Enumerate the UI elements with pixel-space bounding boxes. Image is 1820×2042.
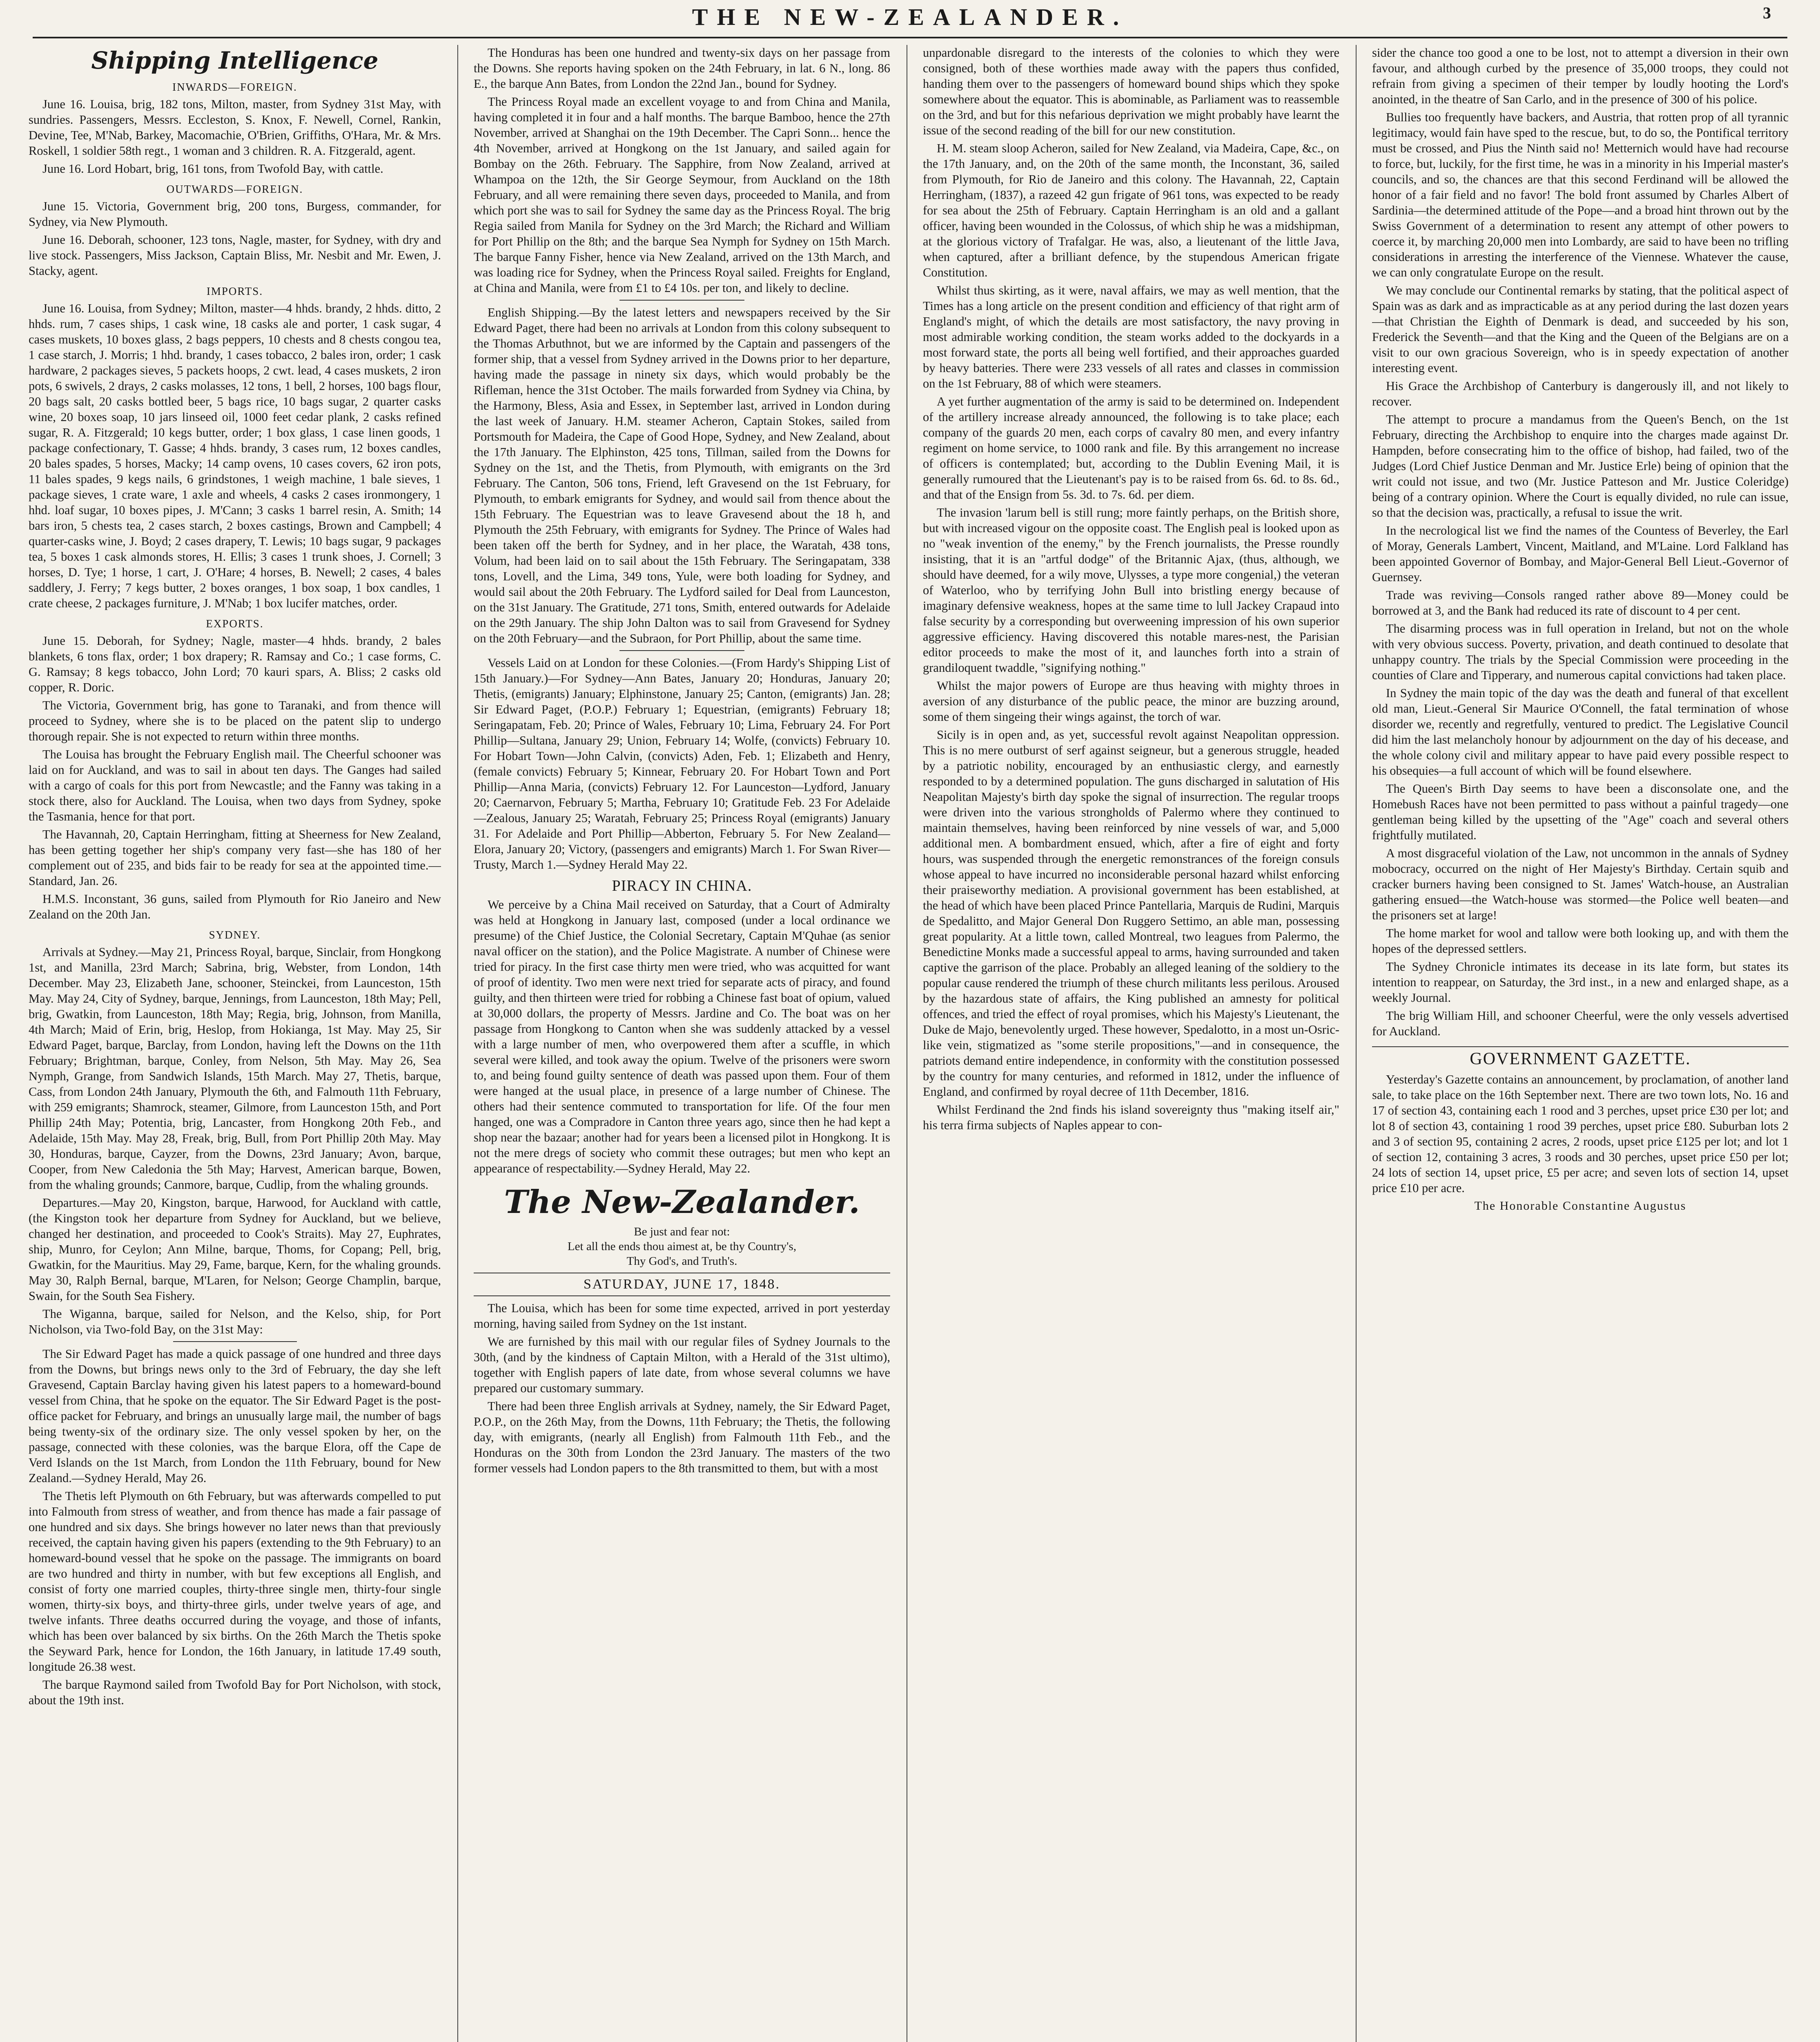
paragraph: The Louisa has brought the February English mail. The Cheerful schooner was laid on for Auckland, and was to sail in about ten days. The Ganges had sailed with a cargo of coals for this port from Newcastle; and the Fanny was taking in a stock there, also for Auckland. The Louisa, when two days from Sydney, spoke the Tasmania, hence for that port. — [29, 747, 441, 823]
paragraph: Whilst thus skirting, as it were, naval affairs, we may as well mention, that the Times has a long article on the present condition and efficiency of that right arm of England's might, of which the details are most satisfactory, the navy proving in most admirable working condition, the steam works added to the dockyards in a most forward state, the ports all being well fortified, and their approaches guarded by heavy batteries. There were 233 vessels of all rates and classes in commission on the 1st February, 88 of which were steamers. — [923, 283, 1339, 390]
paragraph: The home market for wool and tallow were both looking up, and with them the hopes of the depressed settlers. — [1372, 926, 1789, 956]
masthead-rule — [33, 37, 1787, 38]
motto-line: Let all the ends thou aimest at, be thy Country's, — [567, 1240, 797, 1253]
motto-line: Thy God's, and Truth's. — [626, 1255, 737, 1268]
piracy-heading: PIRACY IN CHINA. — [612, 877, 752, 894]
motto-line: Be just and fear not: — [634, 1225, 730, 1238]
paragraph: H. M. steam sloop Acheron, sailed for New Zealand, via Madeira, Cape, &c., on the 17th January, and, on the 20th of the same month, the Inconstant, 36, sailed from Plymouth, for Rio de Janeiro and this colony. The Havannah, 22, Captain Herringham, (1837), a razeed 42 gun frigate of 961 tons, was expected to be ready for sea about the 25th of February. Captain Herringham is an old and a gallant officer, having been wounded in the Colossus, of which ship he was a midshipman, at the glorious victory of Trafalgar. He was, also, a lieutenant of the little Java, when captured, after a brilliant defence, by the stupendous American frigate Constitution. — [923, 141, 1339, 279]
paragraph: The attempt to procure a mandamus from the Queen's Bench, on the 1st February, directing the Archbishop to enquire into the charges made against Dr. Hampden, before consecrating him to the office of bishop, had failed, two of the Judges (Lord Chief Justice Denman and Mr. Justice Erle) being of opinion that the writ could not issue, and two (Mr. Justice Patteson and Mr. Justice Coleridge) being of a contrary opinion. Where the Court is equally divided, no rule can issue, so that the decision was, practically, a refusal to issue the writ. — [1372, 412, 1789, 519]
paragraph: sider the chance too good a one to be lost, not to attempt a diversion in their own favour, and although curbed by the presence of 35,000 troops, they could not refrain from giving a specimen of their temper by loudly hooting the Lord's anointed, in the theatre of San Carlo, and in the presence of 300 of his police. — [1372, 46, 1789, 106]
outwards-entry: June 16. Deborah, schooner, 123 tons, Nagle, master, for Sydney, with dry and live stock. Passengers, Miss Jackson, Captain Bliss, Mr. Nesbit and Mr. Ewen, J. Stacky, agent. — [29, 233, 441, 278]
paragraph: Whilst the major powers of Europe are thus heaving with mighty throes in aversion of any disturbance of the public peace, the minor are buzzing around, some of them singeing their wings against, the torch of war. — [923, 679, 1339, 724]
divider — [619, 650, 744, 651]
paragraph: The Queen's Birth Day seems to have been a disconsolate one, and the Homebush Races have not been permitted to pass without a painful tragedy—one gentleman being killed by the upsetting of the "Age" coach and several others frightfully mutilated. — [1372, 782, 1789, 842]
outwards-entry: June 15. Victoria, Government brig, 200 tons, Burgess, commander, for Sydney, via New Plymouth. — [29, 199, 441, 229]
paragraph: The Thetis left Plymouth on 6th February, but was afterwards compelled to put into Falmouth from stress of weather, and from thence has made a fair passage of one hundred and six days. She brings however no later news than that previously received, the captain having given his papers (extending to the 9th February) to an homeward-bound vessel that he spoke on the passage. The immigrants on board are two hundred and thirty in number, with but few exceptions all English, and consist of forty one married couples, thirty-three single men, thirty-four single women, thirty-six boys, and thirty-three girls, under twelve years of age, and twelve infants. Three deaths occurred during the voyage, and those of infants, which has been over balanced by six births. On the 26th March the Thetis spoke the Seyward Park, hence for London, the 16th January, in latitude 17.49 south, longitude 26.38 west. — [29, 1489, 441, 1674]
column-3 — [923, 45, 1339, 2042]
imports-heading: IMPORTS. — [206, 285, 263, 297]
masthead — [33, 3, 1787, 32]
column-4 — [1372, 45, 1789, 2042]
editorial-paragraph: The Louisa, which has been for some time expected, arrived in port yesterday morning, having sailed from Sydney on the 1st instant. — [474, 1301, 890, 1331]
paragraph: The barque Raymond sailed from Twofold Bay for Port Nicholson, with stock, about the 19th inst. — [29, 1678, 441, 1707]
inwards-entry: June 16. Louisa, brig, 182 tons, Milton, master, from Sydney 31st May, with sundries. Passengers, Messrs. Eccleston, S. Knox, F. Newell, Cornel, Rankin, Devine, Tee, M'Nab, Barkey, Macomachie, O'Brien, Griffiths, O'Hara, Mr. & Mrs. Roskell, 1 soldier 58th regt., 1 woman and 3 children. R. A. Fitzgerald, agent. — [29, 97, 441, 158]
continued-line: The Honorable Constantine Augustus — [1474, 1199, 1686, 1213]
paragraph: Sicily is in open and, as yet, successful revolt against Neapolitan oppression. This is no mere outburst of serf against seigneur, but a generous struggle, headed by a patriotic nobility, encouraged by an enthusiastic clergy, and earnestly responded to by a determined population. The guns discharged in salutation of His Neapolitan Majesty's birth day spoke the signal of insurrection. The regular troops were driven into the various strongholds of Palermo where they continued to maintain themselves, having been reinforced by nine vessels of war, and 5,000 additional men. A bombardment ensued, which, after a fire of eight and forty hours, was suspended through the energetic remonstrances of the foreign consuls whose appeal to have incurred no inconsiderable personal hazard whilst enforcing their praiseworthy mediation. A provisional government has been established, at the head of which have been placed Prince Pantellaria, Marquis de Rudini, Marquis de Spedalitto, and Major General Don Ruggero Settimo, an able man, possessing great popularity. At a little town, called Montreal, two leagues from Palermo, the Benedictine Monks made a successful appeal to arms, having surrounded and taken captive the garrison of the place. Probably an alleged leaning of the soldiery to the popular cause rendered the triumph of these church militants less perilous. Aroused by the hazardous state of affairs, the King published an amnesty for political offences, and tried the effect of royal promises, which his Majesty's Lieutenant, the Duke de Majo, benevolently urged. These however, Spedalotto, in a most un-Osric-like vein, stigmatized as "some sterile propositions,"—and in consequence, the patriots demand entire independence, in conformity with the constitution possessed by the country for many centuries, and reformed in 1812, under the influence of England, and confirmed by royal decree of 11th December, 1816. — [923, 728, 1339, 1099]
paragraph: The invasion 'larum bell is still rung; more faintly perhaps, on the British shore, but with increased vigour on the opposite coast. The English peal is looked upon as no "weak invention of the enemy," by the French journalists, the Presse roundly insisting, that it is an "artful dodge" of the Britannic Ajax, (thus, although, we should have deemed, for a wily move, Ulysses, a type more congenial,) the veteran of Waterloo, who by terrifying John Bull into bristling energy because of imaginary defensive weakness, hopes at the same time to lull Jackey Crapaud into false security by a corresponding but overweening impression of his own superior aggressive efficiency. Having discovered this notable mares-nest, the Parisian editor proceeds to make the most of it, and launches forth into a strain of grandiloquent twaddle, "signifying nothing." — [923, 506, 1339, 675]
dateline: SATURDAY, JUNE 17, 1848. — [474, 1273, 890, 1296]
gazette-text: Yesterday's Gazette contains an announcement, by proclamation, of another land sale, to take place on the 16th September next. There are two town lots, No. 16 and 17 of section 43, containing each 1 rood and 3 perches, upset price £30 per lot; and lot 8 of section 43, containing 1 rood 39 perches, upset price £80. Suburban lots 2 and 3 of section 95, containing 2 acres, 2 roods, upset price £125 per lot; and lot 1 of section 12, containing 3 acres, 3 roods and 30 perches, upset price £50 per lot; 24 lots of section 14, upset price, £5 per acre; and seven lots of section 14, upset price £10 per acre. — [1372, 1072, 1789, 1195]
column-rule — [1356, 45, 1357, 2042]
vessels-laid-on: Vessels Laid on at London for these Colonies.—(From Hardy's Shipping List of 15th January.)—For Sydney—Ann Bates, January 20; Honduras, January 20; Thetis, (emigrants) January; Elphinstone, January 25; Canton, (emigrants) Jan. 28; Sir Edward Paget, (P.O.P.) February 1; Equestrian, (emigrants) February 18; Seringapatam, Feb. 20; Prince of Wales, February 10; Lima, February 24. For Port Phillip—Sultana, January 29; Union, February 14; Wolfe, (convicts) February 10. For Hobart Town—John Calvin, (convicts) Aden, Feb. 1; Elizabeth and Henry, (female convicts) February 5; Kinnear, February 20. For Hobart Town and Port Phillip—Anna Maria, (convicts) February 12. For Launceston—Lydford, January 20; Caernarvon, February 5; Martha, February 10; Gratitude Feb. 23 For Adelaide—Zealous, January 25; Waratah, February 25; Princess Royal (emigrants) January 31. For Adelaide and Port Phillip—Abberton, February 5. For New Zealand—Elora, January 20; Victory, (passengers and emigrants) March 1. For Swan River—Trusty, March 1.—Sydney Herald May 22. — [474, 656, 890, 872]
paragraph: A most disgraceful violation of the Law, not uncommon in the annals of Sydney mobocracy, occurred on the night of Her Majesty's Birthday. Certain squib and cracker burners having been consigned to St. James' Watch-house, an Australian gathering ensued—the Watch-house was stormed—the Police well beaten—and the prisoners set at large! — [1372, 846, 1789, 922]
editorial-paragraph: We are furnished by this mail with our regular files of Sydney Journals to the 30th, (and by the kindness of Captain Milton, with a Herald of the 31st ultimo), together with English papers of late date, from whose several columns we have prepared our customary summary. — [474, 1335, 890, 1395]
piracy-article: We perceive by a China Mail received on Saturday, that a Court of Admiralty was held at Hongkong in January last, composed (under a local ordinance we presume) of the Chief Justice, the Colonial Secretary, Captain M'Quhae (as senior naval officer on the station), and the Police Magistrate. A number of Chinese were tried for piracy. In the first case thirty men were tried, who was acquitted for want of proof of identity. Two men were next tried for separate acts of piracy, and found guilty, and then thirteen were tried for robbing a Chinese fast boat of opium, valued at 30,000 dollars, the property of Messrs. Jardine and Co. The boat was on her passage from Hongkong to Canton when she was suddenly attacked by a vessel with a large number of men, who overpowered them after a scuffle, in which several were killed, and took away the opium. Twelve of the prisoners were sworn to, and being found guilty sentence of death was passed upon them. Four of them were hanged at the usual place, in presence of a large number of Chinese. The others had their sentence commuted to transportation for life. Of the four men hanged, one was a Compradore in Canton three years ago, since then he had kept a shop near the bazaar; another had for years been a licensed pilot in Hongkong. It is not the mere dregs of society who commit these outrages; but men who kept an appearance of respectability.—Sydney Herald, May 22. — [474, 898, 890, 1175]
paragraph: The Wiganna, barque, sailed for Nelson, and the Kelso, ship, for Port Nicholson, via Two-fold Bay, on the 31st May: — [29, 1307, 441, 1336]
paragraph: The Sydney Chronicle intimates its decease in its late form, but states its intention to reappear, on Saturday, the 3rd inst., in a new and enlarged shape, as a weekly Journal. — [1372, 960, 1789, 1005]
imports-text: June 16. Louisa, from Sydney; Milton, master—4 hhds. brandy, 2 hhds. ditto, 2 hhds. rum, 7 cases ships, 1 cask wine, 18 casks ale and porter, 1 cask sugar, 4 cases muskets, 10 boxes glass, 2 bags peppers, 10 chests and 8 chests congou tea, 1 case starch, J. Morris; 1 hhd. brandy, 1 cases tobacco, 2 bales iron, order; 1 cask hardware, 2 packages sieves, 5 packets hoops, 2 cwt. lead, 4 cases muskets, 2 iron pots, 6 swivels, 2 drays, 2 casks molasses, 12 tons, 1 bell, 2 horses, 100 bags flour, 20 bags salt, 20 casks bottled beer, 5 bags rice, 10 bags sugar, 2 quarter casks wine, 20 boxes soap, 10 jars linseed oil, 1000 feet cedar plank, 2 casks refined sugar, R. A. Fitzgerald; 10 kegs butter, order; 1 box glass, 1 case linen goods, 1 package confectionary, T. Gasse; 4 hhds. brandy, 3 cases rum, 12 boxes candles, 20 bales spades, 5 horses, Macky; 14 camp ovens, 10 cases covers, 62 iron pots, 11 bales spades, 9 kegs nails, 6 grindstones, 1 weigh machine, 1 bale sieves, 1 package sieves, 1 crate ware, 1 axle and wheels, 4 casks 2 cases ironmongery, 1 hhd. loaf sugar, 10 boxes pipes, J. M'Cann; 3 casks 1 barrel resin, A. Smith; 14 bars iron, 5 chests tea, 2 cases starch, 2 boxes castings, Brown and Campbell; 4 quarter-casks wine, J. Boyd; 2 cases drapery, T. Lewis; 10 bags sugar, 9 packages tea, 5 boxes 1 cask almonds stores, H. Ellis; 3 cases 1 trunk shoes, J. Cornell; 3 horses, D. Tye; 1 horse, 1 cart, J. O'Hare; 4 horses, B. Newell; 2 cases, 4 bales saddlery, J. Ferry; 7 kegs butter, 2 boxes oranges, 1 box soap, 1 box candles, 1 crate cheese, 2 packages furniture, J. M'Nab; 1 box lucifer matches, order. — [29, 301, 441, 610]
paragraph: The disarming process was in full operation in Ireland, but not on the whole with very obvious success. Poverty, privation, and death continued to desolate that unhappy country. The trials by the Special Commission were proceeding in the counties of Clare and Tipperary, and numerous capital convictions had taken place. — [1372, 622, 1789, 682]
divider — [619, 300, 744, 301]
shipping-intelligence-title: Shipping Intelligence — [91, 47, 379, 74]
paragraph: Bullies too frequently have backers, and Austria, that rotten prop of all tyrannic legitimacy, would fain have sped to the rescue, but, to do so, the Pontifical territory must be crossed, and Pius the Ninth said no! Metternich would have had recourse to force, but, luckily, for the first time, he was in a minority in his Imperial master's councils, and so, the chances are that this second Ferdinand will be allowed the honor of a fair field and no favor! The bold front assumed by Charles Albert of Sardinia—the determined attitude of the Pope—and a broad hint thrown out by the Swiss Government of a determination to resent any attempt of other powers to coerce it, by marching 20,000 men into Lombardy, are said to have been no trifling considerations in arresting the interference of the Viennese. Whatever the cause, we can only congratulate Europe on the result. — [1372, 110, 1789, 279]
paragraph: unpardonable disregard to the interests of the colonies to which they were consigned, both of these worthies made away with the papers thus confided, handing them over to the passengers of homeward bound ships which they spoke somewhere about the equator. This is abominable, as Parliament was to reassemble on the 3rd, and but for this nefarious deprivation we might probably have learnt the issue of the second reading of the bill for our new constitution. — [923, 46, 1339, 137]
paragraph: Trade was reviving—Consols ranged rather above 89—Money could be borrowed at 3, and the Bank had reduced its rate of discount to 4 per cent. — [1372, 588, 1789, 618]
paragraph: The Victoria, Government brig, has gone to Taranaki, and from thence will proceed to Sydney, where she is to be placed on the patent slip to undergo thorough repair. She is not expected to return within three months. — [29, 698, 441, 743]
paragraph: The Princess Royal made an excellent voyage to and from China and Manila, having completed it in four and a half months. The barque Bamboo, hence the 27th November, arrived at Shanghai on the 19th December. The Capri Sonn... hence the 4th November, arrived at Hongkong on the 1st January, and sailed again for Bombay on the 26th. February. The Sapphire, from Now Zealand, arrived at Whampoa on the 12th, the Sir George Seymour, from Auckland on the 18th February, and all were remaining there seven days, proceeded to Manila, and from which port she was to sail for Sydney the same day as the Princess Royal. The brig Regia sailed from Manila for Sydney on the 3rd March; the Richard and William for Port Phillip on the 8th; and the barque Sea Nymph for Sydney on 15th March. The barque Fanny Fisher, hence via New Zealand, arrived on the 13th March, and was loading rice for Sydney, when the Princess Royal sailed. Freights for England, at China and Manila, were from £1 to £4 10s. per ton, and likely to decline. — [474, 95, 890, 295]
masthead-title: THE NEW-ZEALANDER. — [692, 4, 1128, 30]
divider — [173, 1341, 297, 1342]
editorial-paragraph: There had been three English arrivals at Sydney, namely, the Sir Edward Paget, P.O.P., on the 26th May, from the Downs, 11th February; the Thetis, the following day, with emigrants, (nearly all English) from Falmouth 11th Feb., and the Honduras on the 30th from London the 23rd January. The masters of the two former vessels had London papers to the 8th transmitted to them, but with a most — [474, 1399, 890, 1475]
exports-heading: EXPORTS. — [206, 618, 264, 630]
column-rule — [457, 45, 458, 2042]
page-number: 3 — [1763, 4, 1771, 22]
newspaper-title: The New-Zealander. — [504, 1184, 860, 1221]
sydney-heading: SYDNEY. — [209, 929, 261, 941]
paragraph: A yet further augmentation of the army is said to be determined on. Independent of the artillery increase already announced, the following is to take place; each company of the guards 20 men, each corps of cavalry 80 men, and every infantry regiment on home service, to 1000 rank and file. By this arrangement no increase of officers is contemplated; but, according to the Dublin Evening Mail, it is generally rumoured that the Lieutenant's pay is to be raised from 6s. 6d. to 8s. 6d., and that of the Ensign from 5s. 3d. to 7s. 6d. per diem. — [923, 395, 1339, 502]
exports-text: June 15. Deborah, for Sydney; Nagle, master—4 hhds. brandy, 2 bales blankets, 6 tons flax, order; 1 box drapery; R. Ramsay and Co.; 1 case forms, C. G. Ramsay; 8 kegs tobacco, John Lord; 70 kauri spars, A. Bliss; 2 casks old copper, R. Doric. — [29, 634, 441, 694]
paragraph: The Havannah, 20, Captain Herringham, fitting at Sheerness for New Zealand, has been getting together her ship's company very fast—she has 180 of her complement out of 235, and bids fair to be ready for sea at the appointed time.—Standard, Jan. 26. — [29, 827, 441, 888]
government-gazette-heading: GOVERNMENT GAZETTE. — [1372, 1046, 1789, 1067]
inwards-entry: June 16. Lord Hobart, brig, 161 tons, from Twofold Bay, with cattle. — [42, 162, 383, 176]
paragraph: The Sir Edward Paget has made a quick passage of one hundred and three days from the Downs, but brings news only to the 3rd of February, the day she left Gravesend, Captain Barclay having given his latest papers to a homeward-bound vessel from China, that he spoke on the equator. The Sir Edward Paget is the post-office packet for February, and brings an unusually large mail, the number of bags being twenty-six of the ordinary size. The only vessel spoken by her, on the passage, connected with these colonies, was the barque Elora, off the Cape de Verd Islands on the 1st March, from London the 11th February, bound for New Zealand.—Sydney Herald, May 26. — [29, 1347, 441, 1485]
sydney-arrivals: Arrivals at Sydney.—May 21, Princess Royal, barque, Sinclair, from Hongkong 1st, and Manilla, 23rd March; Sabrina, brig, Webster, from London, 14th December. May 23, Elizabeth Jane, schooner, Steinckei, from Launceston, 15th May. May 24, City of Sydney, barque, Jennings, from Launceston, 18th May; Pell, brig, Gwatkin, from Launceston, 18th May; Regia, brig, Johnson, from Manilla, 4th March; Maid of Erin, brig, Heslop, from Hokianga, 1st May. May 25, Sir Edward Paget, barque, Barclay, from London, having left the Downs on the 11th February; Brightman, barque, Conley, from Nelson, 5th May. May 26, Sea Nymph, Grange, from Sandwich Islands, 15th March. May 27, Thetis, barque, Cass, from London 24th January, Plymouth the 6th, and Falmouth 11th February, with 259 emigrants; Shamrock, steamer, Gilmore, from Launceston 15th, and Port Phillip 24th May; Potentia, brig, Lancaster, from Hongkong 20th Feb., and Adelaide, 15th May. May 28, Freak, brig, Bull, from Port Phillip 20th May. May 30, Honduras, barque, Cayzer, from the Downs, 23rd January; Avon, barque, Cooper, from New Caledonia the 5th May; Harvest, American barque, Bowen, from the whaling grounds; Canmore, barque, Cudlip, from the whaling grounds. — [29, 945, 441, 1192]
inwards-heading: INWARDS—FOREIGN. — [172, 81, 297, 93]
column-1 — [29, 45, 441, 2042]
column-2 — [474, 45, 890, 2042]
paragraph: Whilst Ferdinand the 2nd finds his island sovereignty thus "making itself air," his terra firma subjects of Naples appear to con- — [923, 1103, 1339, 1132]
paragraph: H.M.S. Inconstant, 36 guns, sailed from Plymouth for Rio Janeiro and New Zealand on the 20th Jan. — [29, 892, 441, 921]
paragraph: His Grace the Archbishop of Canterbury is dangerously ill, and not likely to recover. — [1372, 379, 1789, 408]
paragraph: In the necrological list we find the names of the Countess of Beverley, the Earl of Moray, Generals Lambert, Vincent, Maitland, and M'Laine. Lord Falkland has been appointed Governor of Bombay, and Major-General Bell Lieut.-Governor of Guernsey. — [1372, 524, 1789, 584]
paragraph: We may conclude our Continental remarks by stating, that the political aspect of Spain was as dark and as impracticable as at any period during the last dozen years—that Christian the Eighth of Denmark is dead, and succeeded by his son, Frederick the Seventh—and that the King and the Queen of the Belgians are on a visit to our own gracious Sovereign, who is in speedy expectation of another interesting event. — [1372, 283, 1789, 375]
paragraph: The Honduras has been one hundred and twenty-six days on her passage from the Downs. She reports having spoken on the 24th February, in lat. 6 N., long. 86 E., the barque Ann Bates, from London the 22nd Jan., bound for Sydney. — [474, 46, 890, 91]
english-shipping: English Shipping.—By the latest letters and newspapers received by the Sir Edward Paget, there had been no arrivals at London from this colony subsequent to the Thomas Arbuthnot, but we are informed by the Captain and passengers of the former ship, that a vessel from Sydney arrived in the Downs prior to her departure, having made the passage in ninety six days, which would probably be the Rifleman, hence the 31st October. The mails forwarded from Sydney via China, by the Harmony, Bless, Asia and Essex, in September last, arrived in London during the last week of January. H.M. steamer Acheron, Captain Stokes, sailed from Portsmouth for Madeira, the Cape of Good Hope, Sydney, and New Zealand, about the 17th January. The Elphinston, 425 tons, Tillman, sailed from the Downs for Sydney on the 1st, and the Thetis, from Plymouth, with emigrants on the 3rd February. The Canton, 506 tons, Friend, left Gravesend on the 1st February, for Plymouth, to embark emigrants for Sydney, and would sail from thence about the 15th February. The Equestrian was to leave Gravesend about the 18 h, and Plymouth the 25th February, with emigrants for Sydney. The Prince of Wales had been taken off the berth for Sydney, and in her place, the Waratah, 438 tons, Volum, had been laid on to sail about the 15th February. The Seringapatam, 338 tons, Lovell, and the Lima, 349 tons, Yule, were both loading for Sydney, and would sail about the 20th February. The Lydford sailed for Deal from Launceston, on the 31st January. The Gratitude, 271 tons, Smith, entered outwards for Adelaide on the 29th January. The ship John Dalton was to sail from Gravesend for Sydney on the 20th February—and the Subraon, for Port Phillip, about the same time. — [474, 305, 890, 645]
paragraph: The brig William Hill, and schooner Cheerful, were the only vessels advertised for Auckland. — [1372, 1009, 1789, 1038]
sydney-departures: Departures.—May 20, Kingston, barque, Harwood, for Auckland with cattle, (the Kingston took her departure from Sydney for Auckland, but we believe, changed her destination, and proceeded to Cook's Straits). May 27, Euphrates, ship, Munro, for Ceylon; Ann Milne, barque, Thoms, for Copang; Pell, brig, Gwatkin, for the Mauritius. May 29, Fame, barque, Kern, for the whaling grounds. May 30, Ralph Bernal, barque, M'Laren, for Nelson; George Champlin, barque, Swain, for the South Sea Fishery. — [29, 1196, 441, 1303]
paragraph: In Sydney the main topic of the day was the death and funeral of that excellent old man, Lieut.-General Sir Maurice O'Connell, the fatal termination of whose disorder we, recently and regretfully, ventured to predict. The Legislative Council did him the last melancholy honour by adjournment on the day of his decease, and the whole colony civil and military appear to have paid every possible respect to his obsequies—a full account of which will be found elsewhere. — [1372, 686, 1789, 778]
outwards-heading: OUTWARDS—FOREIGN. — [166, 183, 303, 195]
